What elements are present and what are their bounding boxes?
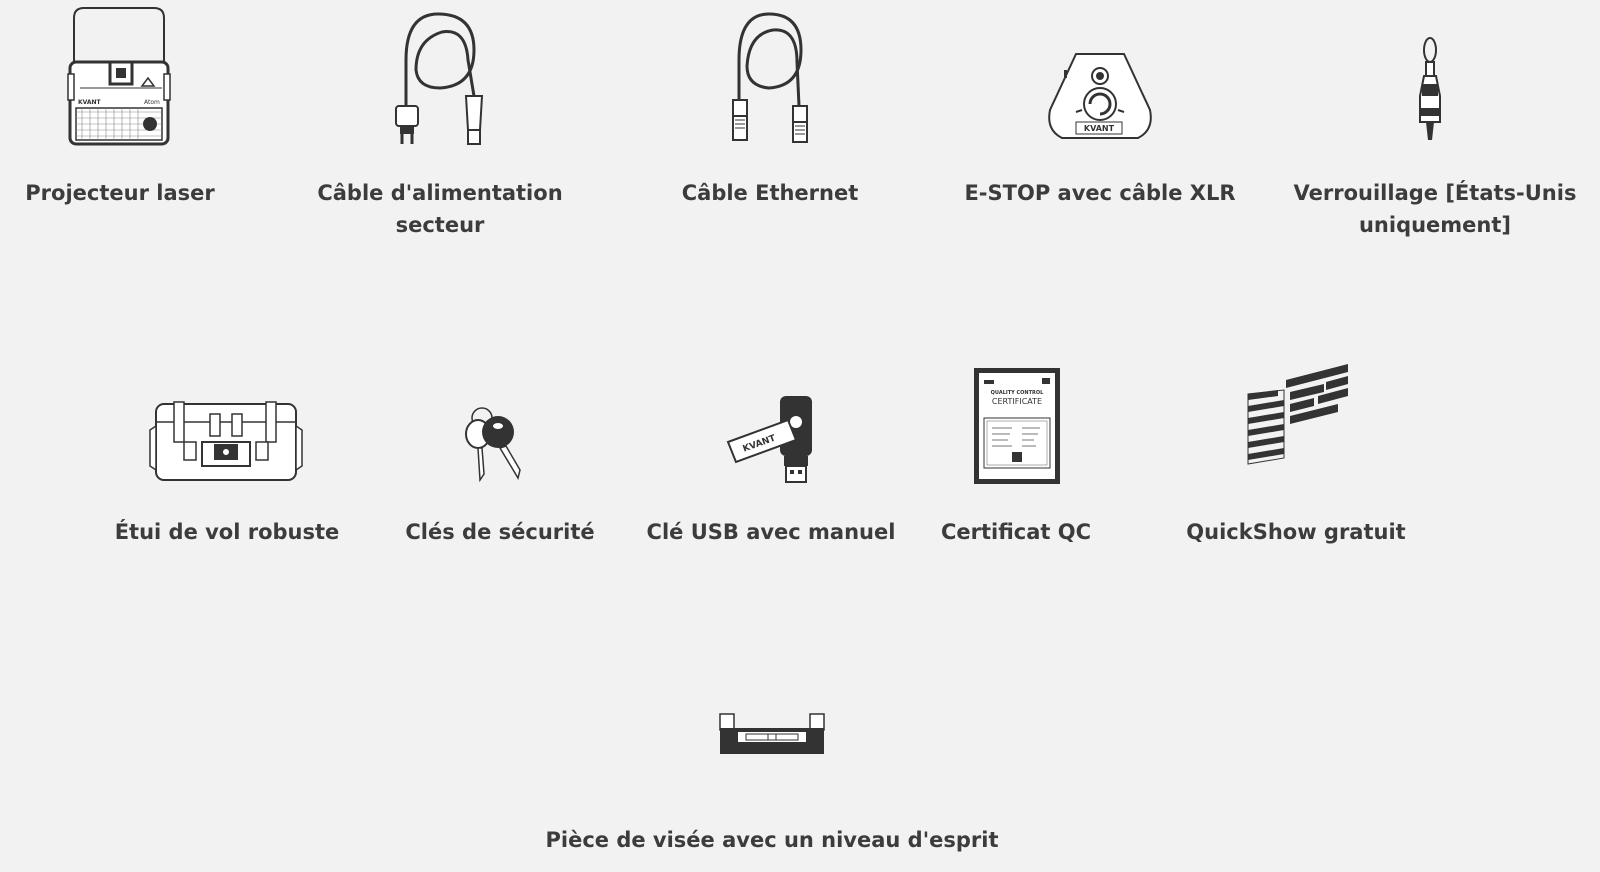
item-ethernet-cable <box>630 0 910 250</box>
label-line-2: secteur <box>395 213 485 237</box>
item-label: Certificat QC <box>940 520 1092 544</box>
item-spirit-level <box>540 690 1004 872</box>
item-estop <box>960 0 1240 250</box>
certificate-icon <box>972 366 1062 486</box>
svg-text:KVANT: KVANT <box>741 433 777 455</box>
usb-drive-icon <box>724 392 820 488</box>
item-label: E-STOP avec câble XLR <box>964 181 1236 205</box>
item-label: Clés de sécurité <box>405 520 595 544</box>
item-flight-case <box>100 340 354 570</box>
item-label: Pièce de visée avec un niveau d'esprit <box>545 828 999 852</box>
item-laser-projector <box>0 0 240 250</box>
interlock-icon <box>1410 36 1450 146</box>
item-label: QuickShow gratuit <box>1186 520 1406 544</box>
item-label: Étui de vol robuste <box>114 520 340 544</box>
keys-icon <box>460 404 528 486</box>
item-label <box>300 177 580 241</box>
label-line-1: Câble d'alimentation <box>317 181 563 205</box>
item-label <box>1270 177 1600 241</box>
label-line-1: Verrouillage [États-Unis <box>1293 181 1577 205</box>
svg-text:QUALITY CONTROL: QUALITY CONTROL <box>990 390 1044 396</box>
estop-icon <box>1046 50 1154 146</box>
svg-text:KVANT: KVANT <box>1083 124 1115 133</box>
item-interlock <box>1270 0 1600 250</box>
item-power-cable <box>300 0 580 250</box>
laser-projector-icon <box>66 6 172 146</box>
ethernet-cable-icon <box>725 10 825 146</box>
quickshow-icon <box>1244 360 1350 468</box>
label-line-2: uniquement] <box>1358 213 1512 237</box>
item-label: Câble Ethernet <box>681 181 859 205</box>
power-cable-icon <box>388 10 488 146</box>
item-certificate <box>936 340 1096 570</box>
item-label: Clé USB avec manuel <box>646 520 896 544</box>
item-keys <box>394 340 606 570</box>
item-label: Projecteur laser <box>25 181 215 205</box>
item-quickshow <box>1176 340 1416 570</box>
svg-text:Atom: Atom <box>144 99 160 106</box>
flight-case-icon <box>148 400 304 486</box>
spirit-level-icon <box>718 712 826 756</box>
svg-text:CERTIFICATE: CERTIFICATE <box>991 397 1043 406</box>
item-usb-drive <box>636 340 906 570</box>
svg-text:KVANT: KVANT <box>78 99 101 106</box>
